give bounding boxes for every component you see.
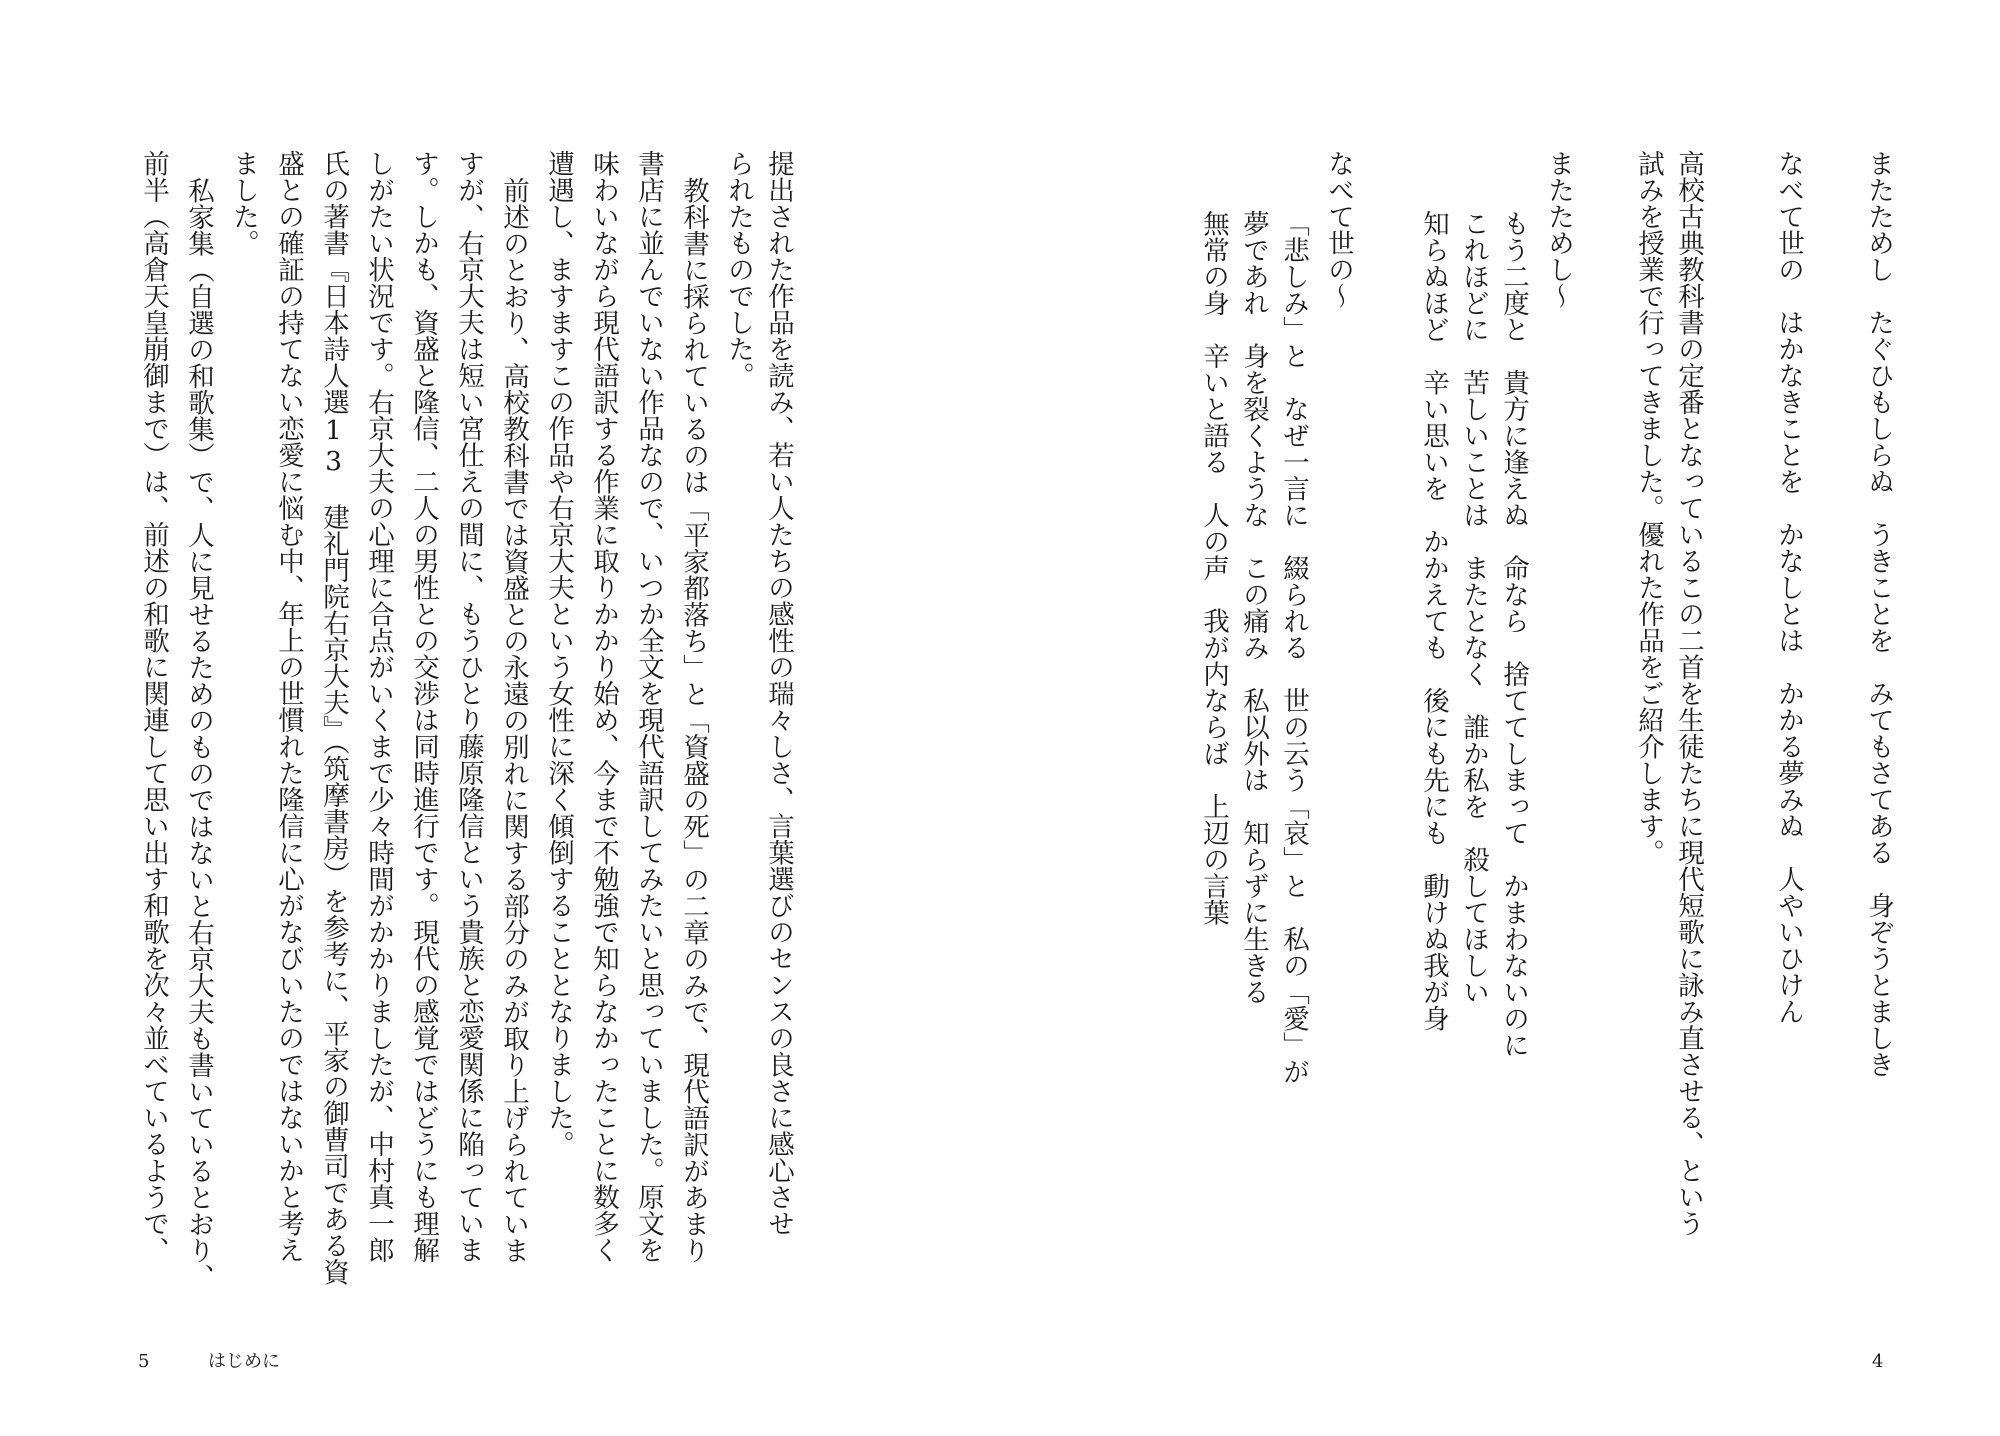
body-line: 教科書に採られているのは「平家都落ち」と「資盛の死」の二章のみで、現代語訳があまり	[678, 177, 709, 1264]
body-line: すが、右京大夫は短い宮仕えの間に、もうひとり藤原隆信という貴族と恋愛関係に陥っていま	[453, 150, 484, 1263]
waka-1: またためし たぐひもしらぬ うきことを みてもさてある 身ぞうとましき	[1863, 150, 1894, 1078]
body-line: ました。	[228, 150, 259, 256]
tanka-line: これほどに 苦しいことは またとなく 誰か私を 殺してほしい	[1458, 210, 1489, 1005]
body-line: 味わいながら現代語訳する作業に取りかかり始め、今まで不勉強で知らなかったことに数多く	[588, 150, 619, 1263]
body-line: 書店に並んでいない作品なので、いつか全文を現代語訳してみたいと思っていました。原文を	[633, 150, 664, 1263]
body-line: 提出された作品を読み、若い人たちの感性の瑞々しさ、言葉選びのセンスの良さに感心させ	[763, 150, 794, 1237]
body-line: 氏の著書『日本詩人選13 建礼門院右京大夫』（筑摩書房）を参考に、平家の御曹司である資	[318, 150, 349, 1286]
section-heading: なべて世の〜	[1323, 150, 1354, 309]
body-line: 私家集（自選の和歌集）で、人に見せるためのものではないと右京大夫も書いているとおり、	[183, 177, 214, 1290]
section-heading: またためし〜	[1543, 150, 1574, 309]
body-line: 遭遇し、ますますこの作品や右京大夫という女性に深く傾倒することとなりました。	[543, 150, 574, 1157]
body-line: 高校古典教科書の定番となっているこの二首を生徒たちに現代短歌に詠み直させる、という	[1673, 150, 1704, 1237]
tanka-line: 知らぬほど 辛い思いを かかえても 後にも先にも 動けぬ我が身	[1418, 210, 1449, 1032]
body-line: 試みを授業で行ってきました。優れた作品をご紹介します。	[1633, 150, 1664, 866]
tanka-line: 夢であれ 身を裂くような この痛み 私以外は 知らずに生きる	[1238, 210, 1269, 1005]
body-line: 前半（高倉天皇崩御まで）は、前述の和歌に関連して思い出す和歌を次々並べているようで、	[138, 150, 169, 1263]
waka-2: なべて世の はかなきことを かなしとは かかる夢みぬ 人やいひけん	[1773, 150, 1804, 1025]
body-line: しがたい状況です。右京大夫の心理に合点がいくまで少々時間がかかりましたが、中村真一郎	[363, 150, 394, 1263]
body-line: られたものでした。	[723, 150, 754, 389]
running-head: はじめに	[208, 1351, 280, 1372]
body-line: す。しかも、資盛と隆信、二人の男性との交渉は同時進行です。現代の感覚ではどうにも理解	[408, 150, 439, 1263]
body-line: 前述のとおり、高校教科書では資盛との永遠の別れに関する部分のみが取り上げられていま	[498, 177, 529, 1264]
body-line: 盛との確証の持てない恋愛に悩む中、年上の世慣れた隆信に心がなびいたのではないかと考え	[273, 150, 304, 1263]
page-number: 5	[138, 1351, 150, 1372]
tanka-line: 無常の身 辛いと語る 人の声 我が内ならば 上辺の言葉	[1198, 210, 1229, 926]
tanka-line: もう二度と 貴方に逢えぬ 命なら 捨ててしまって かまわないのに	[1498, 210, 1529, 1058]
tanka-line: 「悲しみ」と なぜ一言に 綴られる 世の云う「哀」と 私の「愛」が	[1278, 210, 1309, 1085]
page-number: 4	[1872, 1351, 1884, 1372]
